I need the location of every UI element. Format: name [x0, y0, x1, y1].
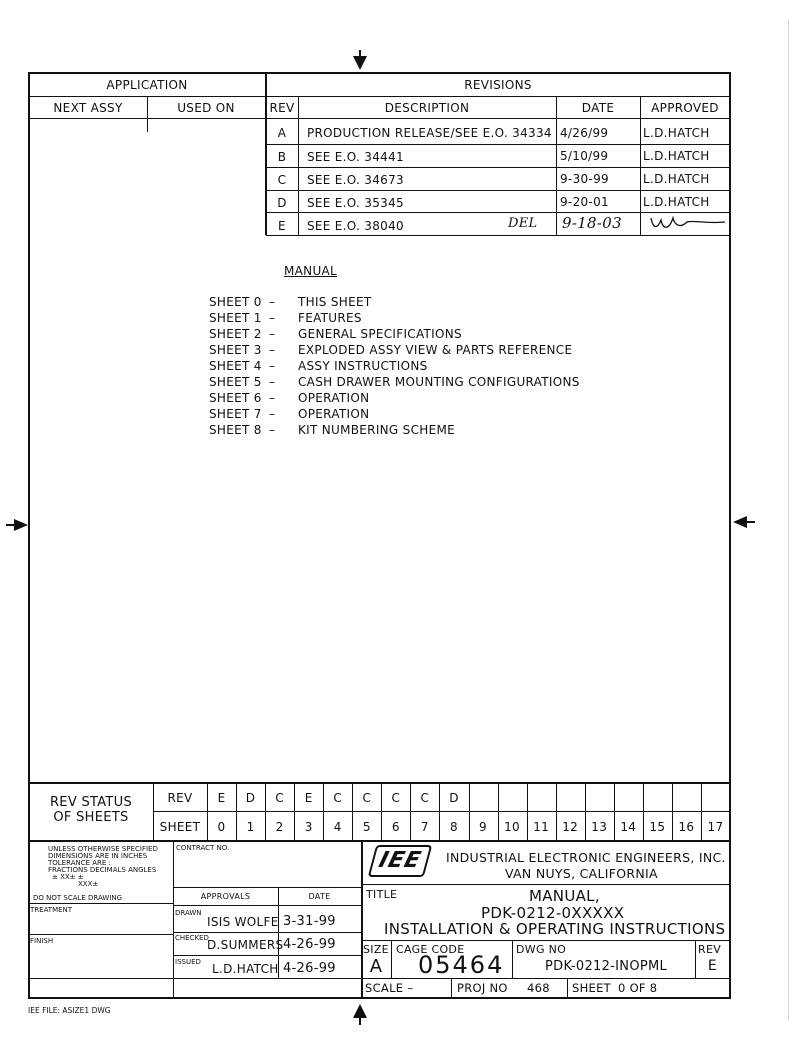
top-arrow-stem [359, 50, 361, 58]
sheet-2-dash: – [269, 327, 276, 341]
sheet-number-cell: 8 [449, 820, 458, 834]
sheet-1-dash: – [269, 311, 276, 325]
sheet-number-cell: 12 [562, 820, 579, 834]
company-bottom-line [361, 884, 730, 885]
sheet-box-value: 0 OF 8 [618, 981, 658, 995]
sheet-number-cell: 17 [707, 820, 724, 834]
sheet-4-dash: – [269, 359, 276, 373]
treatment-top-line [29, 903, 173, 904]
tb-notes-divider [173, 840, 174, 999]
rev-row-label: REV [167, 791, 193, 805]
used-on-label: USED ON [177, 101, 235, 115]
rev-letter-cell: D [449, 791, 459, 805]
top-center-arrow [353, 56, 367, 70]
issued-name: L.D.HATCH [212, 962, 279, 976]
rev-letter-cell: C [333, 791, 343, 805]
file-reference: IEE FILE: ASIZE1 DWG [28, 1006, 111, 1015]
note-line-6: XXX± [78, 880, 99, 888]
note-line-5: ± XX± ± [52, 873, 84, 881]
issued-label: ISSUED [175, 958, 201, 966]
sheet-1-label: SHEET 1 [209, 311, 262, 325]
contract-label: CONTRACT NO. [176, 844, 230, 852]
rev-row-line-a [266, 144, 730, 145]
bottom-arrow-stem [359, 1016, 361, 1025]
sheet-7-desc: OPERATION [298, 407, 370, 421]
sheet-box-label: SHEET [572, 981, 612, 995]
rev-status-label-1: REV STATUS [49, 795, 133, 810]
header-line-1 [29, 96, 730, 97]
dwg-value: PDK-0212-INOPML [545, 959, 668, 974]
rev-b-approved: L.D.HATCH [643, 149, 710, 163]
dwg-label: DWG NO [516, 943, 567, 956]
rev-b-description: SEE E.O. 34441 [307, 150, 404, 164]
rev-e-initials: DEL [508, 216, 538, 231]
sheet-2-desc: GENERAL SPECIFICATIONS [298, 327, 462, 341]
rev-a-approved: L.D.HATCH [643, 126, 710, 140]
sheet-0-label: SHEET 0 [209, 295, 262, 309]
sheet-5-dash: – [269, 375, 276, 389]
proj-divider [567, 978, 568, 999]
rev-e-description: SEE E.O. 38040 [307, 219, 404, 233]
sheet-number-cell: 3 [304, 820, 313, 834]
iee-logo: IEE [368, 845, 433, 877]
sheet-3-desc: EXPLODED ASSY VIEW & PARTS REFERENCE [298, 343, 573, 357]
company-name: INDUSTRIAL ELECTRONIC ENGINEERS, INC. [446, 850, 726, 865]
rev-letter-cell: C [275, 791, 284, 805]
revisions-label: REVISIONS [464, 78, 532, 92]
checked-name: D.SUMMERS [207, 938, 284, 952]
sheet-3-label: SHEET 3 [209, 343, 262, 357]
rev-box-value: E [707, 958, 718, 974]
rev-e-date: 9-18-03 [562, 214, 622, 232]
rev-letter-cell: C [420, 791, 430, 805]
right-arrow-stem [745, 521, 755, 523]
note-line-3: TOLERANCE ARE : [48, 859, 111, 867]
sheet-0-dash: – [269, 295, 276, 309]
date-col-line [640, 96, 641, 235]
sheet-7-label: SHEET 7 [209, 407, 262, 421]
cage-divider [512, 940, 513, 978]
checked-label: CHECKED [175, 934, 209, 942]
rev-row-line-e [266, 235, 730, 236]
desc-col-line [556, 96, 557, 235]
sheet-3-dash: – [269, 343, 276, 357]
rev-c-approved: L.D.HATCH [643, 172, 710, 186]
size-value: A [369, 956, 383, 977]
issued-date: 4-26-99 [283, 961, 336, 976]
sheet-5-desc: CASH DRAWER MOUNTING CONFIGURATIONS [298, 375, 580, 389]
rev-e-letter: E [278, 219, 286, 233]
do-not-scale-note: DO NOT SCALE DRAWING [33, 894, 123, 902]
rev-e-approval-signature [645, 214, 729, 234]
proj-value: 468 [527, 981, 550, 995]
drawn-name: ISIS WOLFE [207, 915, 279, 929]
sheet-number-cell: 11 [533, 820, 550, 834]
size-row-top-line [361, 940, 730, 941]
company-location: VAN NUYS, CALIFORNIA [505, 866, 658, 881]
sheet-number-cell: 1 [246, 820, 255, 834]
sheet-number-cell: 15 [649, 820, 666, 834]
rev-b-date: 5/10/99 [560, 149, 609, 163]
size-row-bottom-line [361, 978, 730, 979]
note-line-1: UNLESS OTHERWISE SPECIFIED [48, 845, 158, 853]
sheet-8-dash: – [269, 423, 276, 437]
rev-d-date: 9-20-01 [560, 195, 609, 209]
title-line-3: INSTALLATION & OPERATING INSTRUCTIONS [384, 920, 726, 938]
rev-c-letter: C [277, 173, 287, 187]
title-line-2: PDK-0212-0XXXXX [481, 904, 625, 922]
rev-a-date: 4/26/99 [560, 126, 609, 140]
title-label: TITLE [366, 888, 398, 901]
application-label: APPLICATION [106, 78, 188, 92]
finish-label: FINISH [30, 937, 54, 945]
rev-letter-cell: C [362, 791, 372, 805]
checked-row-line [173, 955, 361, 956]
sheet-1-desc: FEATURES [298, 311, 362, 325]
rev-row-line-d [266, 212, 730, 213]
sheet-5-label: SHEET 5 [209, 375, 262, 389]
rev-a-description: PRODUCTION RELEASE/SEE E.O. 34334 [307, 126, 552, 140]
left-center-arrow [14, 519, 28, 531]
note-line-4: FRACTIONS DECIMALS ANGLES [48, 866, 157, 874]
sheet-number-cell: 6 [391, 820, 400, 834]
sheet-4-label: SHEET 4 [209, 359, 262, 373]
treatment-label: TREATMENT [30, 906, 73, 914]
approvals-date-label: DATE [308, 892, 331, 901]
rev-col-header: REV [269, 101, 295, 115]
scale-label: SCALE – [365, 981, 414, 995]
size-label: SIZE [363, 943, 389, 956]
proj-label: PROJ NO [457, 981, 508, 995]
drawn-row-line [173, 932, 361, 933]
title-line-1: MANUAL, [529, 887, 600, 905]
sheet-6-label: SHEET 6 [209, 391, 262, 405]
drawn-date: 3-31-99 [283, 914, 336, 929]
sheet-number-cell: 16 [678, 820, 695, 834]
rev-letter-cell: D [245, 791, 256, 805]
page-edge-line [788, 20, 789, 1020]
note-line-2: DIMENSIONS ARE IN INCHES [48, 852, 148, 860]
approvals-top-line [173, 887, 361, 888]
sheet-4-desc: ASSY INSTRUCTIONS [298, 359, 428, 373]
rev-box-label: REV [698, 943, 722, 956]
sheet-number-cell: 2 [275, 820, 284, 834]
left-arrow-stem [6, 524, 15, 526]
sheet-0-desc: THIS SHEET [298, 295, 372, 309]
header-line-2 [29, 118, 730, 119]
sheet-8-label: SHEET 8 [209, 423, 262, 437]
rev-c-description: SEE E.O. 34673 [307, 173, 404, 187]
tb-bottom-line [29, 978, 361, 979]
cage-label: CAGE CODE [396, 943, 465, 956]
rev-d-letter: D [277, 196, 287, 210]
sheet-row-label: SHEET [159, 820, 201, 834]
sheet-number-cell: 14 [620, 820, 637, 834]
sheet-number-cell: 4 [333, 820, 342, 834]
sheet-7-dash: – [269, 407, 276, 421]
description-col-header: DESCRIPTION [384, 101, 470, 115]
rev-status-label-2: OF SHEETS [53, 810, 129, 825]
approvals-header-line [173, 905, 361, 906]
rev-a-letter: A [277, 126, 287, 140]
rev-col-line [298, 96, 299, 235]
rev-row-line-c [266, 190, 730, 191]
sheet-2-label: SHEET 2 [209, 327, 262, 341]
rev-status-top-line [29, 782, 730, 784]
sheet-number-cell: 10 [504, 820, 520, 834]
date-col-header: DATE [581, 101, 615, 115]
finish-top-line [29, 934, 173, 935]
sheet-number-cell: 7 [420, 820, 429, 834]
drawn-label: DRAWN [175, 909, 202, 917]
tolerance-notes [48, 846, 170, 888]
sheet-number-cell: 13 [591, 820, 608, 834]
sheet-8-desc: KIT NUMBERING SCHEME [298, 423, 455, 437]
size-divider [391, 940, 392, 978]
rev-letter-cell: C [391, 791, 401, 805]
rev-row-line-b [266, 167, 730, 168]
rev-letter-cell: E [217, 791, 226, 805]
rev-status-bottom-line [29, 840, 730, 842]
manual-title: MANUAL [284, 264, 338, 278]
rev-c-date: 9-30-99 [560, 172, 609, 186]
sheet-number-cell: 9 [479, 820, 487, 834]
approved-col-header: APPROVED [651, 101, 719, 115]
scale-divider [451, 978, 452, 999]
rev-d-approved: L.D.HATCH [643, 195, 710, 209]
approvals-label: APPROVALS [200, 892, 251, 901]
cage-value: 05464 [418, 951, 505, 979]
sheet-number-cell: 0 [217, 820, 226, 834]
sheet-number-cell: 5 [362, 820, 371, 834]
rev-b-letter: B [277, 150, 287, 164]
rev-letter-cell: E [304, 791, 313, 805]
rev-d-description: SEE E.O. 35345 [307, 196, 404, 210]
sheet-6-desc: OPERATION [298, 391, 370, 405]
checked-date: 4-26-99 [283, 937, 336, 952]
sheet-6-dash: – [269, 391, 276, 405]
next-assy-label: NEXT ASSY [53, 101, 123, 115]
